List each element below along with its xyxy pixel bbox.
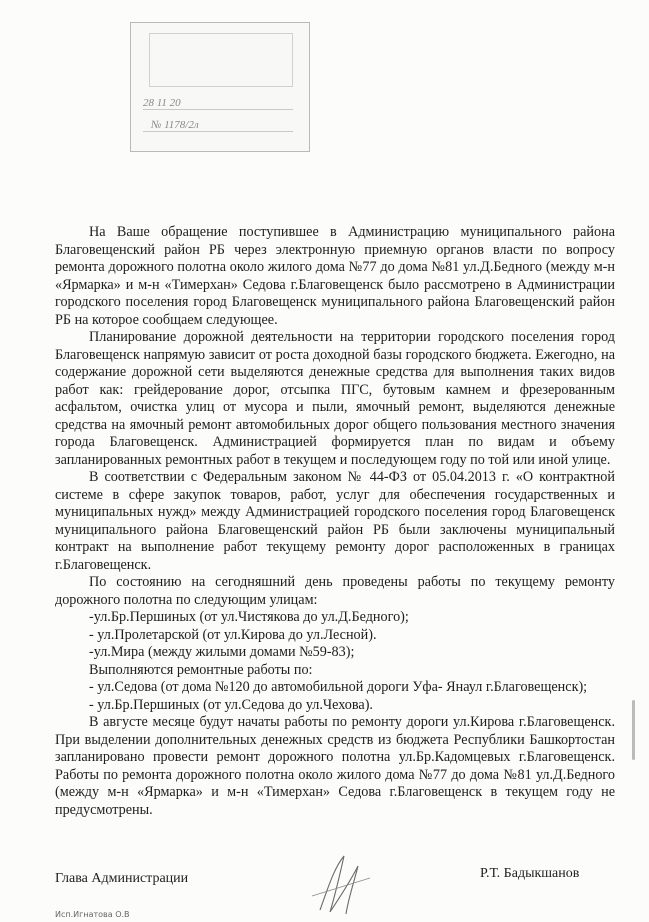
- paragraph: В августе месяце будут начаты работы по ремонту дороги ул.Кирова г.Благовещенск. При выделении дополнительных денежных средств из бюджета Республики Башкортостан запланировано провести ремонт дорожного полотна ул.Бр.Кадомцевых г.Благовещенск. Работы по ремонта дорожного полотна около жилого дома №77 до дома №81 ул.Д.Бедного (между м-н «Ярмарка» и м-н «Тимерхан» Седова г.Благовещенск в текущем году не предусмотрены.: [55, 714, 615, 818]
- signer-name: Р.Т. Бадыкшанов: [480, 866, 580, 881]
- paragraph: По состоянию на сегодняшний день проведены работы по текущему ремонту дорожного полотна по следующим улицам:: [55, 574, 615, 608]
- paragraph: -ул.Мира (между жилыми домами №59-83);: [89, 644, 355, 660]
- paragraph: На Ваше обращение поступившее в Администрацию муниципального района Благовещенский район РБ через электронную приемную органов власти по вопросу ремонта дорожного полотна около жилого дома №77 до дома №81 ул.Д.Бедного (между м-н «Ярмарка» и м-н «Тимерхан» Седова г.Благовещенск было рассмотрено в Администрации городского поселения город Благовещенск муниципального района Благовещенский район РБ на которое сообщаем следующее.: [55, 224, 615, 328]
- signer-title: Глава Администрации: [55, 871, 189, 886]
- paragraph: Выполняются ремонтные работы по:: [89, 661, 313, 678]
- scan-edge-mark: [632, 700, 635, 760]
- paragraph: - ул.Седова (от дома №120 до автомобильной дороги Уфа- Янаул г.Благовещенск);: [89, 679, 588, 695]
- stamp-date: 28 11 20: [143, 97, 181, 109]
- stamp-number: № 1178/2л: [151, 119, 199, 131]
- stamp-inner-box: [149, 33, 293, 87]
- letter-body: [55, 224, 615, 819]
- paragraph: -ул.Бр.Першиных (от ул.Чистякова до ул.Д.Бедного);: [89, 609, 409, 625]
- paragraph: - ул.Бр.Першиных (от ул.Седова до ул.Чехова).: [89, 696, 373, 713]
- paragraph: В соответствии с Федеральным законом № 44-ФЗ от 05.04.2013 г. «О контрактной системе в сфере закупок товаров, работ, услуг для обеспечения государственных и муниципальных нужд» между Администрацией городского поселения город Благовещенск муниципального района Благовещенский район РБ были заключены муниципальный контракт на выполнение работ текущему ремонту дорог расположенных в границах г.Благовещенск.: [55, 469, 615, 573]
- handwritten-signature: [300, 848, 390, 918]
- registration-stamp: [130, 22, 310, 152]
- paragraph: Планирование дорожной деятельности на территории городского поселения город Благовещенск напрямую зависит от роста доходной базы городского бюджета. Ежегодно, на содержание дорожной сети выделяются денежные средства для выполнения таких видов работ как: грейдерование дорог, отсыпка ПГС, бутовым камнем и фрезерованным асфальтом, очистка улиц от мусора и пыли, ямочный ремонт, выделяются денежные средства на ямочный ремонт автомобильных дорог общего пользования местного значения города Благовещенск. Администрацией формируется план по видам и объему запланированных ремонтных работ в текущем и последующем году по той или иной улице.: [55, 329, 615, 468]
- paragraph: - ул.Пролетарской (от ул.Кирова до ул.Лесной).: [89, 626, 377, 643]
- executor-note: Исп.Игнатова О.В: [55, 910, 130, 919]
